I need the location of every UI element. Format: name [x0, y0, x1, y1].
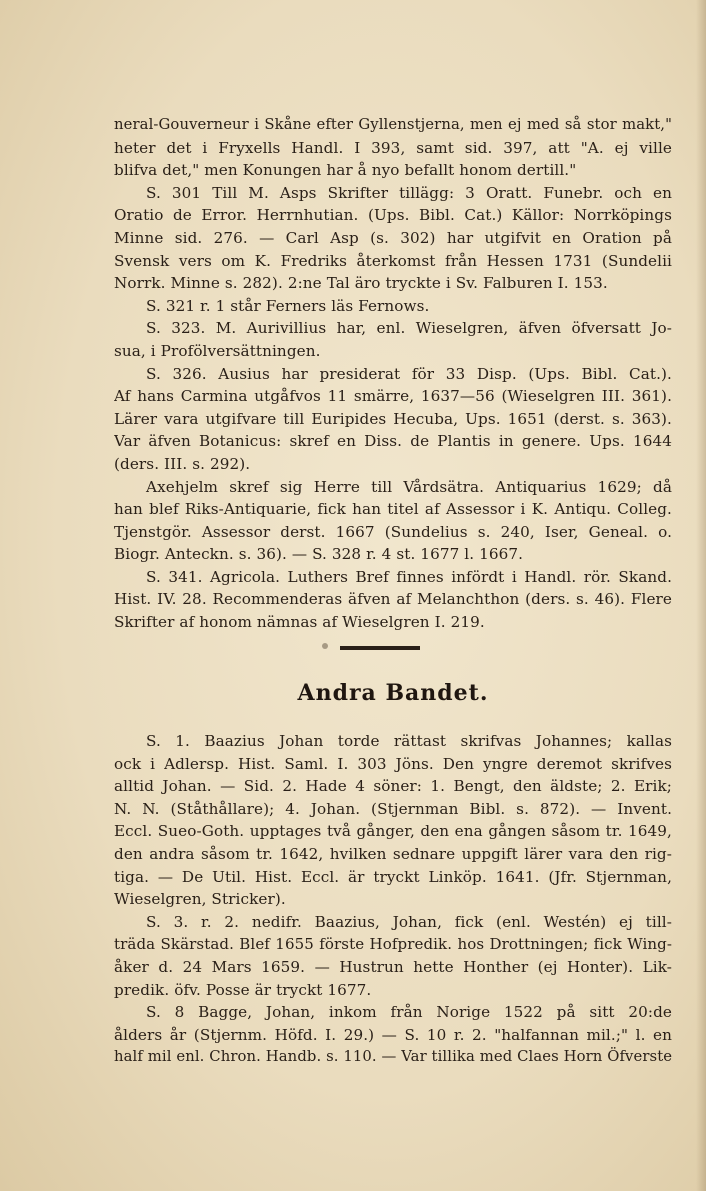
text-line: N. N. (Ståthållare); 4. Johan. (Stjernman Bibl. s. 872). — Invent. [114, 799, 672, 818]
text-line: den andra såsom tr. 1642, hvilken sednare uppgift lärer vara den rig- [114, 844, 672, 863]
text-line: Af hans Carmina utgåfvos 11 smärre, 1637—56 (Wieselgren III. 361). [114, 387, 672, 406]
text-line: Lärer vara utgifvare till Euripides Hecuba, Ups. 1651 (derst. s. 363). [114, 409, 672, 428]
text-line: alltid Johan. — Sid. 2. Hade 4 söner: 1. Bengt, den äldste; 2. Erik; [114, 777, 672, 796]
text-line: Minne sid. 276. — Carl Asp (s. 302) har utgifvit en Oration på [114, 228, 672, 247]
text-line: S. 8 Bagge, Johan, inkom från Norige 1522 på sitt 20:de [146, 1003, 672, 1022]
text-line: heter det i Fryxells Handl. I 393, samt sid. 397, att "A. ej ville [114, 138, 672, 157]
text-line: Axehjelm skref sig Herre till Vårdsätra. Antiquarius 1629; då [146, 477, 672, 496]
text-line: Svensk vers om K. Fredriks återkomst från Hessen 1731 (Sundelii [114, 251, 672, 270]
text-block-top [114, 114, 672, 634]
text-line: S. 1. Baazius Johan torde rättast skrifvas Johannes; kallas [146, 732, 672, 750]
divider-dot [322, 643, 328, 649]
text-line: sua, i Profölversättningen. [114, 341, 321, 360]
text-line: half mil enl. Chron. Handb. s. 110. — Var tillika med Claes Horn Öfverste [114, 1048, 672, 1066]
text-line: ock i Adlersp. Hist. Saml. I. 303 Jöns. Den yngre deremot skrifves [114, 754, 672, 773]
text-line: S. 321 r. 1 står Ferners läs Fernows. [146, 296, 430, 315]
text-line: Biogr. Anteckn. s. 36). — S. 328 r. 4 st. 1677 l. 1667. [114, 545, 524, 564]
section-heading: Andra Bandet. [297, 680, 489, 706]
text-line: (ders. III. s. 292). [114, 454, 251, 473]
text-line: åker d. 24 Mars 1659. — Hustrun hette Honther (ej Honter). Lik- [114, 957, 672, 976]
page-edge-shadow [696, 0, 706, 1191]
text-line: S. 326. Ausius har presiderat för 33 Disp. (Ups. Bibl. Cat.). [146, 364, 672, 383]
text-line: Hist. IV. 28. Recommenderas äfven af Melanchthon (ders. s. 46). Flere [114, 590, 672, 609]
text-line: Wieselgren, Stricker). [114, 890, 286, 909]
text-line: tiga. — De Util. Hist. Eccl. är tryckt Linköp. 1641. (Jfr. Stjernman, [114, 867, 672, 886]
text-block-bottom [114, 730, 672, 1069]
text-line: predik. öfv. Posse är tryckt 1677. [114, 980, 372, 999]
text-line: träda Skärstad. Blef 1655 förste Hofpredik. hos Drottningen; fick Wing- [114, 935, 672, 954]
text-line: Skrifter af honom nämnas af Wieselgren I. 219. [114, 613, 485, 632]
text-line: S. 341. Agricola. Luthers Bref finnes infördt i Handl. rör. Skand. [146, 567, 672, 586]
text-line: Norrk. Minne s. 282). 2:ne Tal äro tryckte i Sv. Falburen I. 153. [114, 274, 608, 293]
text-line: S. 323. M. Aurivillius har, enl. Wieselgren, äfven öfversatt Jo- [146, 319, 672, 338]
text-line: Eccl. Sueo-Goth. upptages två gånger, den ena gången såsom tr. 1649, [114, 822, 672, 841]
text-line: Oratio de Error. Herrnhutian. (Ups. Bibl. Cat.) Källor: Norrköpings [114, 206, 672, 225]
text-line: han blef Riks-Antiquarie, fick han titel af Assessor i K. Antiqu. Colleg. [114, 500, 672, 519]
text-line: S. 3. r. 2. nedifr. Baazius, Johan, fick (enl. Westén) ej till- [146, 912, 672, 931]
text-line: neral-Gouverneur i Skåne efter Gyllenstjerna, men ej med så stor makt," [114, 116, 672, 133]
text-line: Var äfven Botanicus: skref en Diss. de Plantis in genere. Ups. 1644 [114, 432, 672, 451]
text-line: S. 301 Till M. Asps Skrifter tillägg: 3 Oratt. Funebr. och en [146, 183, 672, 202]
section-divider [340, 646, 420, 650]
text-line: Tjenstgör. Assessor derst. 1667 (Sundelius s. 240, Iser, Geneal. o. [114, 522, 672, 541]
text-line: ålders år (Stjernm. Höfd. I. 29.) — S. 10 r. 2. "halfannan mil.;" l. en [114, 1025, 672, 1044]
text-line: blifva det," men Konungen har å nyo befallt honom dertill." [114, 161, 577, 180]
